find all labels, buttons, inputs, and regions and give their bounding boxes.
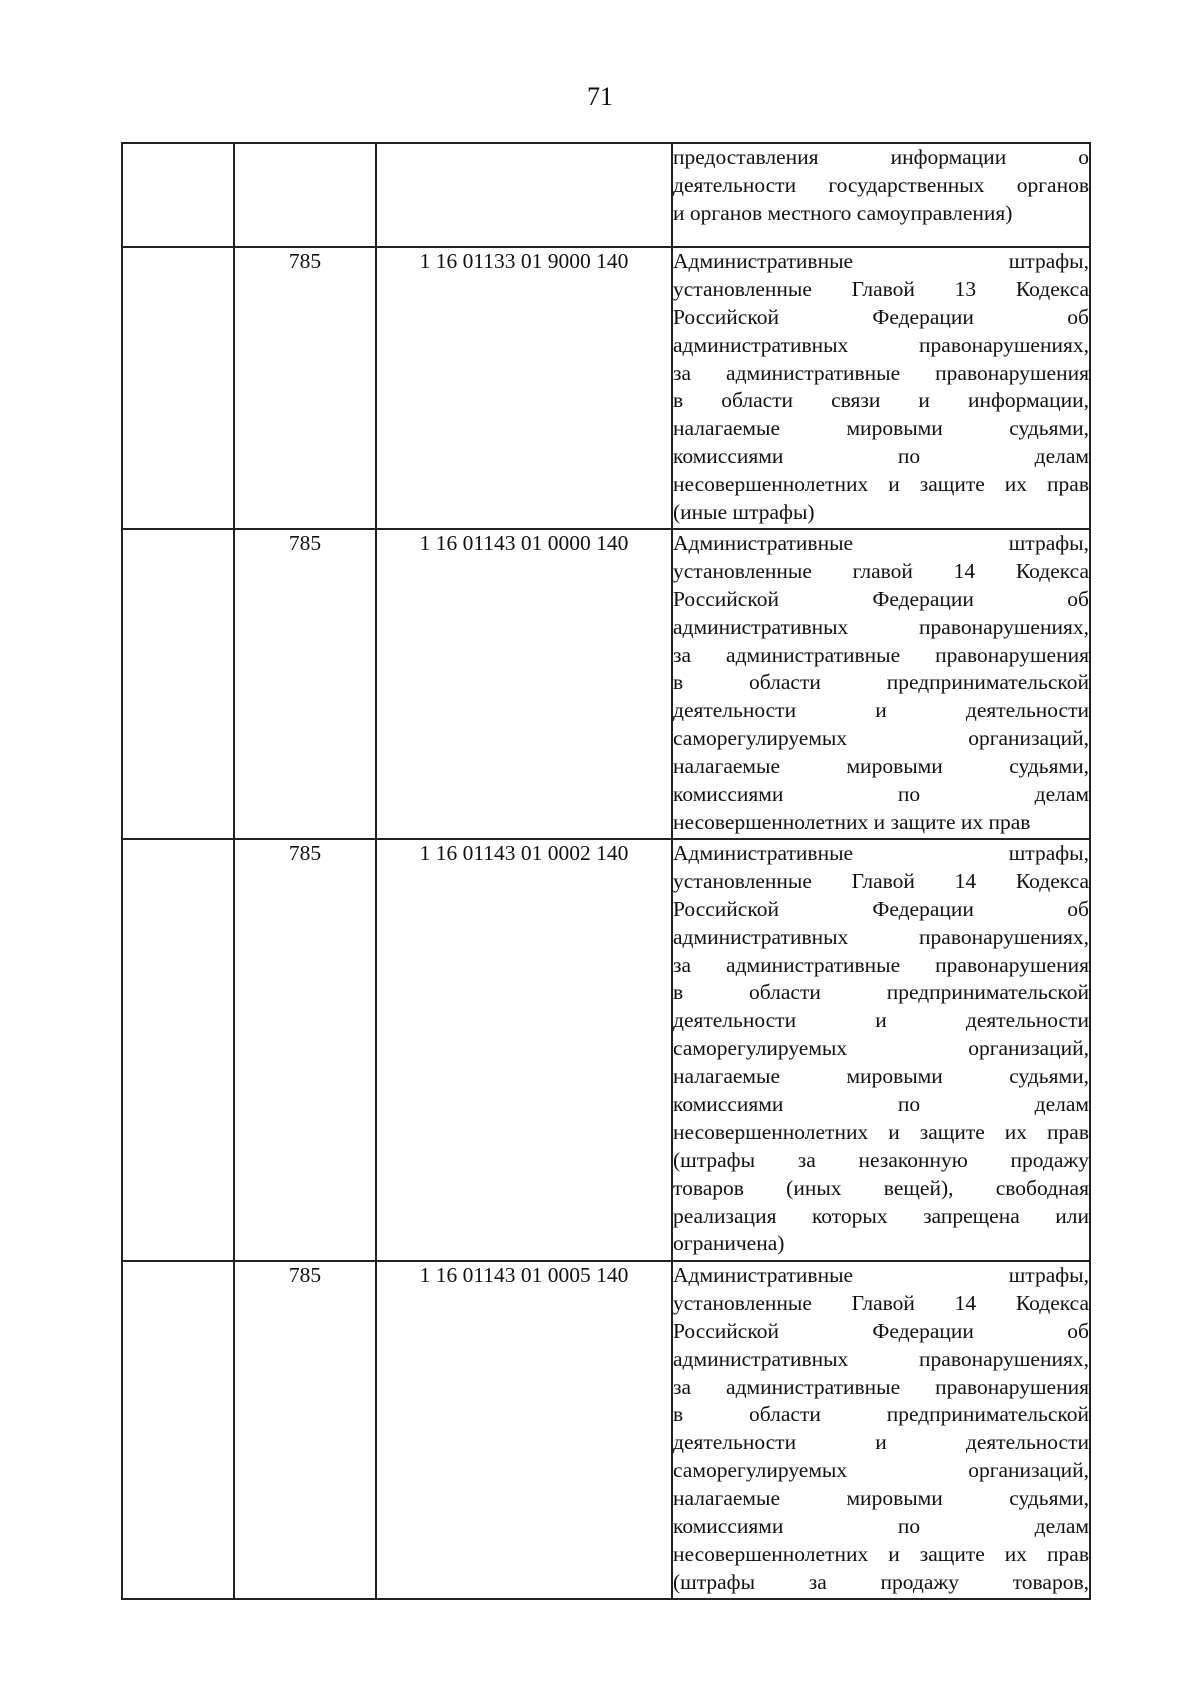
description-line: Административные штрафы,: [673, 531, 1089, 555]
description-line: установленные главой 14 Кодекса: [673, 558, 1089, 583]
empty-cell: [122, 1261, 234, 1599]
description-line: Административные штрафы,: [673, 841, 1089, 865]
description-line: реализация которых запрещена или: [673, 1203, 1089, 1228]
description-line: и органов местного самоуправления): [673, 200, 1013, 225]
description-line: Административные штрафы,: [673, 249, 1089, 273]
empty-cell: [122, 529, 234, 839]
empty-cell: [122, 839, 234, 1261]
admin-code-cell: 785: [234, 839, 376, 1261]
admin-code-cell: 785: [234, 247, 376, 529]
description-cell: [672, 1261, 1090, 1599]
budget-codes-table: [121, 142, 1091, 1600]
description-line: за административные правонарушения: [673, 952, 1089, 977]
description-line: административных правонарушениях,: [673, 614, 1089, 639]
description-line: административных правонарушениях,: [673, 924, 1089, 949]
description-line: (иные штрафы): [673, 500, 815, 525]
description-line: налагаемые мировыми судьями,: [673, 416, 1089, 441]
description-line: несовершеннолетних и защите их прав: [673, 1541, 1089, 1566]
description-line: в области предпринимательской: [673, 670, 1089, 695]
admin-code-cell: [234, 143, 376, 247]
description-line: деятельности государственных органов: [673, 172, 1089, 197]
budget-code-cell: 1 16 01143 01 0002 140: [376, 839, 672, 1261]
description-line: несовершеннолетних и защите их прав: [673, 1119, 1089, 1144]
description-line: Российской Федерации об: [673, 896, 1089, 921]
description-line: в области предпринимательской: [673, 1402, 1089, 1427]
description-line: установленные Главой 13 Кодекса: [673, 276, 1089, 301]
description-line: деятельности и деятельности: [673, 1008, 1089, 1033]
description-line: несовершеннолетних и защите их прав: [673, 472, 1089, 497]
description-line: комиссиями по делам: [673, 1092, 1089, 1117]
description-line: (штрафы за продажу товаров,: [673, 1569, 1089, 1594]
table-row: [122, 839, 1090, 1261]
description-line: саморегулируемых организаций,: [673, 1036, 1089, 1061]
admin-code-cell: 785: [234, 529, 376, 839]
description-line: установленные Главой 14 Кодекса: [673, 1290, 1089, 1315]
description-line: за административные правонарушения: [673, 642, 1089, 667]
admin-code-cell: 785: [234, 1261, 376, 1599]
description-line: ограничена): [673, 1231, 785, 1256]
description-line: деятельности и деятельности: [673, 1430, 1089, 1455]
description-line: деятельности и деятельности: [673, 698, 1089, 723]
empty-cell: [122, 143, 234, 247]
table-row: [122, 247, 1090, 529]
table-row: [122, 1261, 1090, 1599]
description-line: комиссиями по делам: [673, 1514, 1089, 1539]
description-line: административных правонарушениях,: [673, 332, 1089, 357]
description-line: товаров (иных вещей), свободная: [673, 1175, 1089, 1200]
description-line: за административные правонарушения: [673, 360, 1089, 385]
table-row: [122, 143, 1090, 247]
description-cell: [672, 839, 1090, 1261]
description-line: налагаемые мировыми судьями,: [673, 1064, 1089, 1089]
description-line: Российской Федерации об: [673, 1318, 1089, 1343]
budget-code-cell: 1 16 01133 01 9000 140: [376, 247, 672, 529]
table-body: [122, 143, 1090, 1599]
description-line: несовершеннолетних и защите их прав: [673, 809, 1031, 834]
description-line: Российской Федерации об: [673, 586, 1089, 611]
empty-cell: [122, 247, 234, 529]
description-line: в области связи и информации,: [673, 388, 1089, 413]
description-line: в области предпринимательской: [673, 980, 1089, 1005]
description-line: саморегулируемых организаций,: [673, 726, 1089, 751]
description-cell: [672, 247, 1090, 529]
description-line: (штрафы за незаконную продажу: [673, 1147, 1089, 1172]
description-line: административных правонарушениях,: [673, 1346, 1089, 1371]
description-line: Административные штрафы,: [673, 1263, 1089, 1287]
page-number: 71: [587, 82, 613, 111]
description-line: налагаемые мировыми судьями,: [673, 1486, 1089, 1511]
budget-code-cell: 1 16 01143 01 0005 140: [376, 1261, 672, 1599]
description-line: налагаемые мировыми судьями,: [673, 754, 1089, 779]
description-line: за административные правонарушения: [673, 1374, 1089, 1399]
table-row: [122, 529, 1090, 839]
description-line: комиссиями по делам: [673, 782, 1089, 807]
description-cell: [672, 143, 1090, 247]
description-line: предоставления информации о: [673, 145, 1089, 169]
description-line: Российской Федерации об: [673, 304, 1089, 329]
description-line: саморегулируемых организаций,: [673, 1458, 1089, 1483]
budget-code-cell: [376, 143, 672, 247]
description-line: комиссиями по делам: [673, 444, 1089, 469]
budget-code-cell: 1 16 01143 01 0000 140: [376, 529, 672, 839]
description-line: установленные Главой 14 Кодекса: [673, 868, 1089, 893]
description-cell: [672, 529, 1090, 839]
